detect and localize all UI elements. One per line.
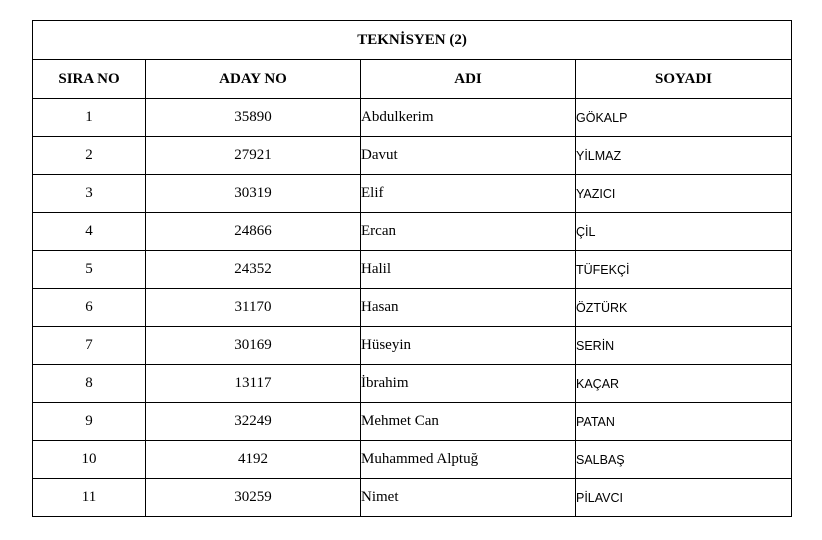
cell-soyadi: PATAN (576, 403, 792, 441)
cell-aday-no: 32249 (146, 403, 361, 441)
cell-sira-no: 5 (33, 251, 146, 289)
header-aday-no: ADAY NO (146, 60, 361, 99)
header-soyadi: SOYADI (576, 60, 792, 99)
cell-adi: Hasan (361, 289, 576, 327)
cell-soyadi: GÖKALP (576, 99, 792, 137)
cell-aday-no: 24866 (146, 213, 361, 251)
table-row (33, 403, 792, 441)
cell-sira-no: 1 (33, 99, 146, 137)
table-row (33, 289, 792, 327)
table-title: TEKNİSYEN (2) (33, 21, 792, 60)
cell-adi: Abdulkerim (361, 99, 576, 137)
cell-sira-no: 10 (33, 441, 146, 479)
cell-aday-no: 13117 (146, 365, 361, 403)
table-title-row (33, 21, 792, 60)
cell-adi: Halil (361, 251, 576, 289)
header-adi: ADI (361, 60, 576, 99)
table-row (33, 213, 792, 251)
cell-adi: Davut (361, 137, 576, 175)
cell-aday-no: 4192 (146, 441, 361, 479)
cell-sira-no: 6 (33, 289, 146, 327)
cell-adi: Ercan (361, 213, 576, 251)
cell-aday-no: 31170 (146, 289, 361, 327)
cell-adi: Hüseyin (361, 327, 576, 365)
cell-soyadi: SALBAŞ (576, 441, 792, 479)
cell-soyadi: PİLAVCI (576, 479, 792, 517)
cell-sira-no: 3 (33, 175, 146, 213)
table-row (33, 479, 792, 517)
table-row (33, 441, 792, 479)
cell-aday-no: 27921 (146, 137, 361, 175)
candidate-table (32, 20, 792, 517)
cell-sira-no: 2 (33, 137, 146, 175)
cell-adi: Nimet (361, 479, 576, 517)
table-row (33, 327, 792, 365)
cell-sira-no: 4 (33, 213, 146, 251)
cell-sira-no: 7 (33, 327, 146, 365)
cell-sira-no: 9 (33, 403, 146, 441)
table-row (33, 137, 792, 175)
table-row (33, 175, 792, 213)
cell-adi: Elif (361, 175, 576, 213)
cell-adi: İbrahim (361, 365, 576, 403)
cell-sira-no: 11 (33, 479, 146, 517)
cell-sira-no: 8 (33, 365, 146, 403)
table-row (33, 99, 792, 137)
cell-soyadi: TÜFEKÇİ (576, 251, 792, 289)
cell-aday-no: 35890 (146, 99, 361, 137)
table-row (33, 365, 792, 403)
cell-soyadi: KAÇAR (576, 365, 792, 403)
cell-soyadi: YAZICI (576, 175, 792, 213)
cell-soyadi: ÇİL (576, 213, 792, 251)
cell-aday-no: 24352 (146, 251, 361, 289)
cell-soyadi: YİLMAZ (576, 137, 792, 175)
cell-aday-no: 30169 (146, 327, 361, 365)
cell-soyadi: SERİN (576, 327, 792, 365)
cell-aday-no: 30319 (146, 175, 361, 213)
table-header-row (33, 60, 792, 99)
cell-adi: Mehmet Can (361, 403, 576, 441)
table-row (33, 251, 792, 289)
header-sira-no: SIRA NO (33, 60, 146, 99)
cell-aday-no: 30259 (146, 479, 361, 517)
cell-adi: Muhammed Alptuğ (361, 441, 576, 479)
cell-soyadi: ÖZTÜRK (576, 289, 792, 327)
